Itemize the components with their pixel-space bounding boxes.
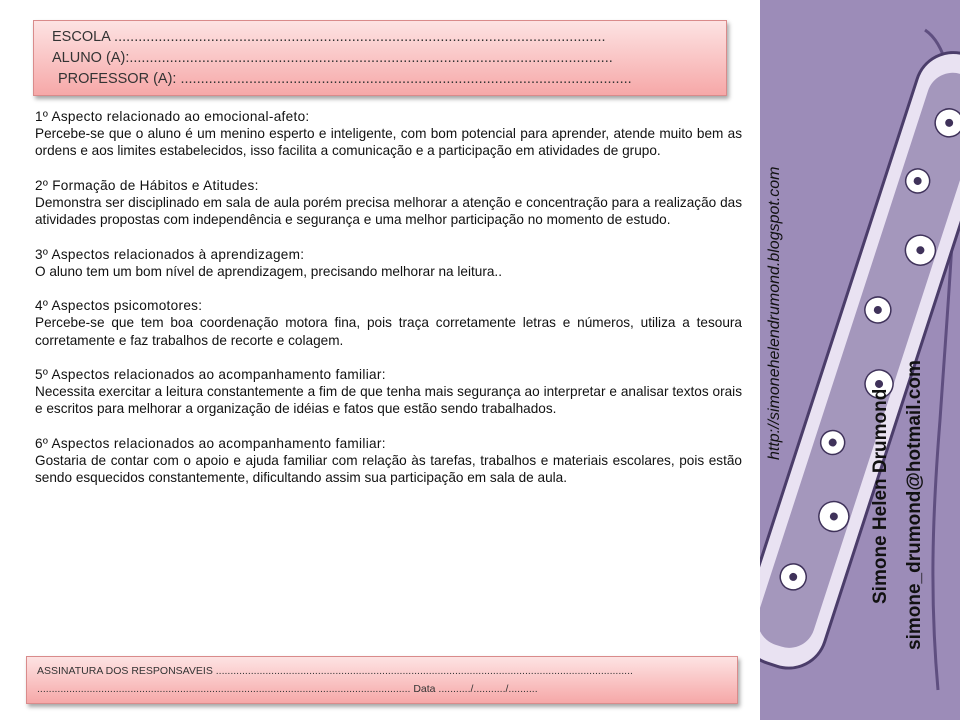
section-habits bbox=[35, 177, 742, 229]
section-title: 2º Formação de Hábitos e Atitudes: bbox=[35, 177, 259, 193]
header-box bbox=[33, 20, 727, 96]
report-content bbox=[35, 108, 742, 504]
section-family-2 bbox=[35, 435, 742, 487]
section-title: 4º Aspectos psicomotores: bbox=[35, 298, 203, 314]
section-title: 1º Aspecto relacionado ao emocional-afeto: bbox=[35, 109, 310, 124]
section-title: 5º Aspectos relacionados ao acompanhamento familiar: bbox=[35, 366, 386, 382]
section-psychomotor bbox=[35, 297, 742, 349]
floral-pencil-icon bbox=[760, 0, 960, 720]
teacher-field: PROFESSOR (A): ................................................................................................................ bbox=[58, 71, 632, 87]
blog-url[interactable]: http://simonehelendrumond.blogspot.com bbox=[766, 166, 783, 460]
author-name: Simone Helen Drumond bbox=[870, 388, 891, 604]
date-line: ................................................................................................................................ Data .........../.........../.......... bbox=[37, 683, 538, 695]
signature-line: ASSINATURA DOS RESPONSAVEIS ............................................................................................................................................... bbox=[37, 665, 633, 677]
school-field: ESCOLA .......................................................................................................................... bbox=[52, 29, 606, 45]
section-learning bbox=[35, 246, 742, 280]
signature-box bbox=[26, 656, 738, 704]
section-emotional bbox=[35, 108, 742, 160]
section-title: 3º Aspectos relacionados à aprendizagem: bbox=[35, 246, 305, 262]
section-body: Necessita exercitar a leitura constantemente a fim de que tenha mais segurança ao interpretar e analisar textos orais e escritos para melhorar a organização de idéias e fatos que estão sendo trabalhados. bbox=[35, 384, 742, 417]
section-body: Gostaria de contar com o apoio e ajuda familiar com relação às tarefas, trabalhos e materiais escolares, pois estão sendo esquecidos constantemente, dificultando assim sua participação em sala de aula. bbox=[35, 452, 742, 486]
section-body: Percebe-se que o aluno é um menino esperto e inteligente, com bom potencial para aprender, atende muito bem as ordens e aos limites estabelecidos, isso facilita a comunicação e a participação em atividades de grupo. bbox=[35, 126, 742, 159]
section-family-1 bbox=[35, 366, 742, 418]
section-body: O aluno tem um bom nível de aprendizagem, precisando melhorar na leitura.. bbox=[35, 263, 502, 279]
section-body: Demonstra ser disciplinado em sala de aula porém precisa melhorar a atenção e concentração para a realização das atividades propostas com independência e segurança e uma melhor participação no momento de estudo. bbox=[35, 195, 742, 228]
sidebar bbox=[760, 0, 960, 720]
section-body: Percebe-se que tem boa coordenação motora fina, pois traça corretamente letras e números, utiliza a tesoura corretamente e faz trabalhos de recorte e colagem. bbox=[35, 315, 742, 348]
author-email[interactable]: simone_drumond@hotmail.com bbox=[904, 360, 925, 650]
student-field: ALUNO (A):........................................................................................................................ bbox=[52, 50, 613, 66]
section-title: 6º Aspectos relacionados ao acompanhamento familiar: bbox=[35, 435, 386, 451]
